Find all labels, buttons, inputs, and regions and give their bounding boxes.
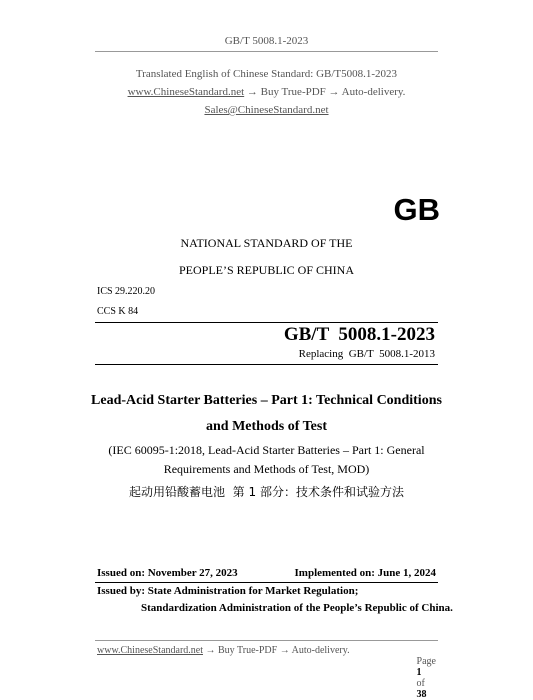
standard-top-rule	[95, 322, 438, 323]
implemented-date: Implemented on: June 1, 2024	[294, 567, 436, 579]
national-line-2: PEOPLE’S REPUBLIC OF CHINA	[178, 263, 355, 277]
issuer-line-2: Standardization Administration of the People’s Republic of China.	[141, 602, 453, 614]
replacing-note: Replacing GB/T 5008.1-2013	[298, 348, 435, 360]
footer-rule	[95, 640, 438, 641]
page-label: Page	[416, 656, 436, 667]
site-link[interactable]: www.ChineseStandard.net	[127, 86, 245, 98]
of-label: of	[416, 678, 425, 689]
chinese-title: 起动用铅酸蓄电池 第 1 部分：技术条件和试验方法	[129, 485, 404, 499]
national-line-1: NATIONAL STANDARD OF THE	[180, 236, 353, 250]
gb-logo: GB	[393, 192, 440, 227]
ics-code: ICS 29.220.20	[97, 286, 156, 297]
title-line-1: Lead-Acid Starter Batteries – Part 1: Technical Conditions	[91, 393, 442, 408]
page-indicator	[412, 645, 436, 700]
page-number: 1	[416, 667, 422, 678]
translation-note: Translated English of Chinese Standard: GB/T5008.1-2023	[135, 68, 398, 80]
email-link[interactable]: Sales@ChineseStandard.net	[204, 104, 329, 116]
issued-date: Issued on: November 27, 2023	[97, 567, 238, 579]
footer-buy-text: → Buy True-PDF → Auto-delivery.	[203, 645, 350, 656]
email-line	[0, 104, 533, 116]
issued-by: Issued by: State Administration for Market Regulation;	[97, 585, 359, 597]
footer-site-link[interactable]: www.ChineseStandard.net	[97, 645, 203, 656]
title-subline-1: (IEC 60095-1:2018, Lead-Acid Starter Batteries – Part 1: General	[108, 443, 425, 457]
title-line-2: and Methods of Test	[206, 419, 327, 434]
ccs-code: CCS K 84	[97, 306, 139, 317]
footer-buy-line	[97, 645, 350, 656]
title-subline-2: Requirements and Methods of Test, MOD)	[163, 462, 370, 476]
header-rule	[95, 51, 438, 52]
page-total: 38	[416, 689, 427, 700]
buy-text: → Buy True-PDF → Auto-delivery.	[244, 86, 406, 98]
standard-number: GB/T 5008.1-2023	[283, 324, 435, 345]
running-header: GB/T 5008.1-2023	[224, 35, 309, 47]
dates-rule	[95, 582, 438, 583]
standard-bottom-rule	[95, 364, 438, 365]
buy-line	[0, 86, 533, 98]
